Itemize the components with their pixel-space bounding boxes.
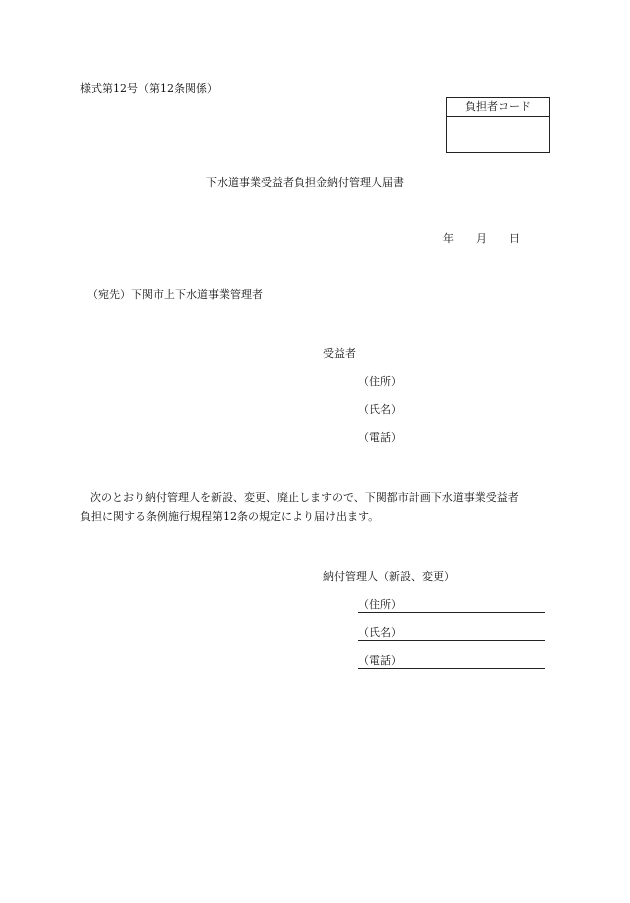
payer-code-label: 負担者コード (447, 98, 549, 117)
manager-name-field[interactable] (358, 627, 545, 641)
beneficiary-name-label: （氏名） (358, 403, 402, 416)
manager-address-field[interactable] (358, 599, 545, 613)
payer-code-box (446, 97, 550, 153)
manager-address-label: （住所） (358, 598, 402, 611)
manager-phone-field[interactable] (358, 655, 545, 669)
form-number: 様式第12号（第12条関係） (80, 82, 218, 95)
date-year: 年 (443, 232, 454, 245)
beneficiary-phone-label: （電話） (358, 431, 402, 444)
beneficiary-address-label: （住所） (358, 375, 402, 388)
body-line-1: 次のとおり納付管理人を新設、変更、廃止しますので、下関都市計画下水道事業受益者 (90, 491, 519, 504)
date-month: 月 (476, 232, 487, 245)
manager-name-label: （氏名） (358, 626, 402, 639)
addressee: （宛先）下関市上下水道事業管理者 (87, 288, 263, 301)
payer-code-field[interactable] (447, 117, 549, 154)
manager-heading: 納付管理人（新設、変更） (323, 570, 455, 583)
date-line (443, 233, 520, 244)
beneficiary-heading: 受益者 (323, 347, 356, 360)
document-title: 下水道事業受益者負担金納付管理人届書 (206, 176, 404, 189)
body-line-2: 負担に関する条例施行規程第12条の規定により届け出ます。 (80, 510, 380, 523)
date-day: 日 (509, 232, 520, 245)
manager-phone-label: （電話） (358, 654, 402, 667)
